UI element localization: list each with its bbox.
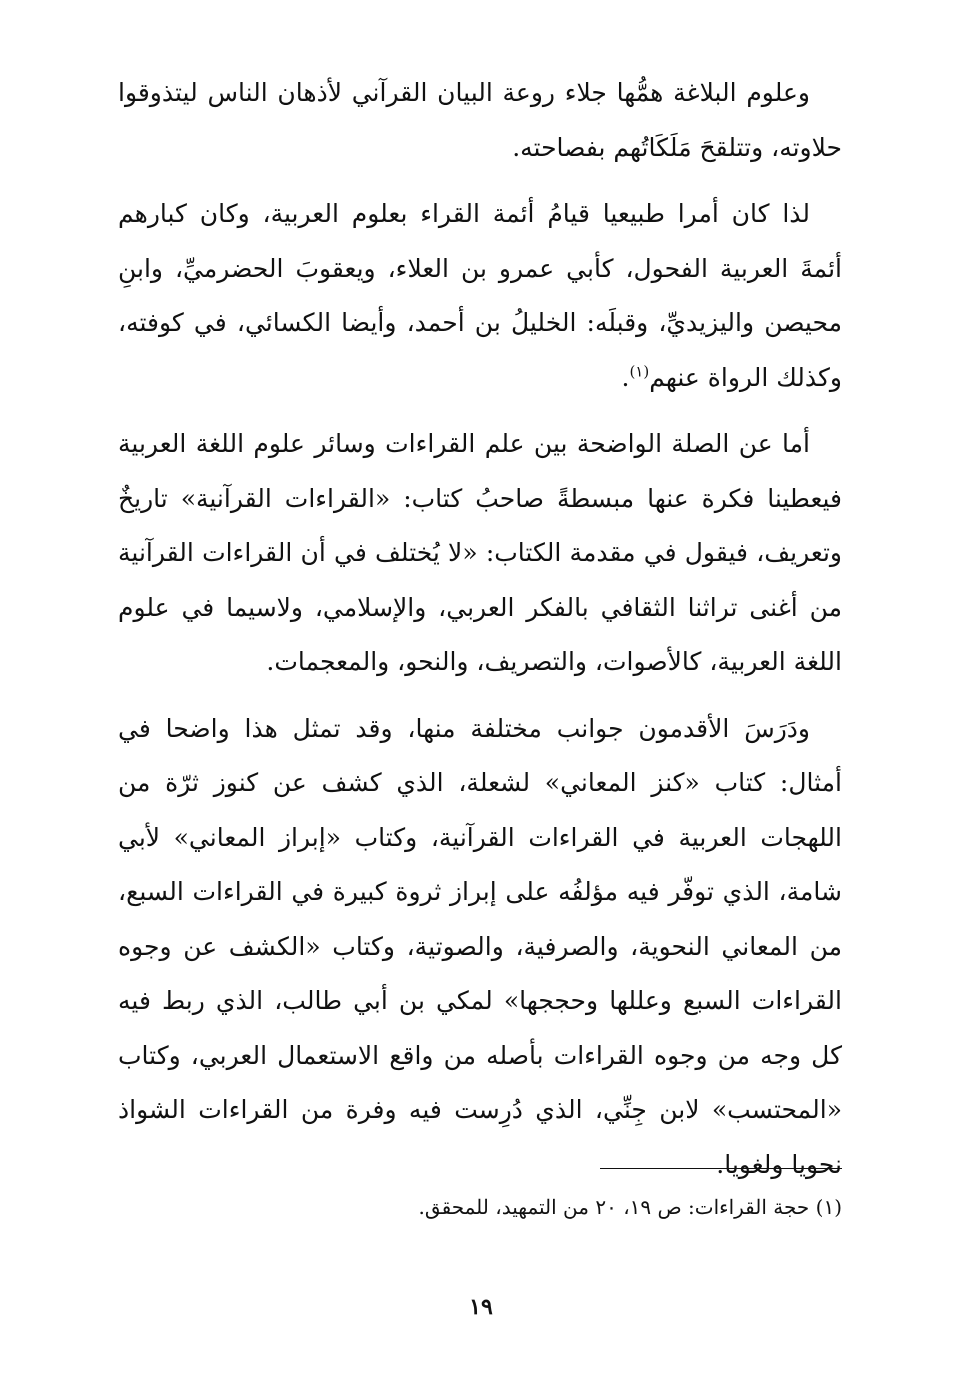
paragraph-2-text: لذا كان أمرا طبيعيا قيامُ أئمة القراء بعلوم العربية، وكان كبارهم أئمةَ العربية الفحول، كأبي عمرو بن العلاء، ويعقوبَ الحضرميِّ، وابنِ محيصن واليزيديِّ، وقبلَه: الخليلُ بن أحمد، وأيضا الكسائي، في كوفته، وكذلك الرواة عنهم bbox=[118, 199, 842, 392]
footnote bbox=[118, 1190, 842, 1224]
paragraph-2 bbox=[118, 187, 842, 405]
page-number: ١٩ bbox=[469, 1294, 493, 1320]
paragraph-1-text: وعلوم البلاغة همُّها جلاء روعة البيان القرآني لأذهان الناس ليتذوقوا حلاوته، وتتلقحَ مَلَكَاتُهم بفصاحته. bbox=[118, 78, 842, 162]
paragraph-2-end: . bbox=[621, 362, 630, 392]
paragraph-4 bbox=[118, 702, 842, 1193]
footnote-divider bbox=[600, 1168, 842, 1169]
paragraph-4-text: ودَرَسَ الأقدمون جوانب مختلفة منها، وقد تمثل هذا واضحا في أمثال: كتاب «كنز المعاني» لشعلة، الذي كشف عن كنوز ثرّة من اللهجات العربية في القراءات القرآنية، وكتاب «إبراز المعاني» لأبي شامة، الذي توفّر فيه مؤلفُه على إبراز ثروة كبيرة في القراءات السبع، من المعاني النحوية، والصرفية، والصوتية، وكتاب «الكشف عن وجوه القراءات السبع وعللها وحججها» لمكي بن أبي طالب، الذي ربط فيه كل وجه من وجوه القراءات بأصله من واقع الاستعمال العربي، وكتاب «المحتسب» لابن جِنِّي، الذي دُرِست فيه وفرة من القراءات الشواذ نحويا ولغويا. bbox=[118, 713, 842, 1179]
paragraph-1 bbox=[118, 66, 842, 175]
paragraph-3 bbox=[118, 417, 842, 690]
footnote-reference: (١) bbox=[629, 362, 650, 381]
paragraph-3-text: أما عن الصلة الواضحة بين علم القراءات وسائر علوم اللغة العربية فيعطينا فكرة عنها مبسطةً صاحبُ كتاب: «القراءات القرآنية» تاريخٌ وتعريف، فيقول في مقدمة الكتاب: «لا يُختلف في أن القراءات القرآنية من أغنى تراثنا الثقافي بالفكر العربي، والإسلامي، ولاسيما في علوم اللغة العربية، كالأصوات، والتصريف، والنحو، والمعجمات. bbox=[118, 429, 842, 676]
footnote-text: (١) حجة القراءات: ص ١٩، ٢٠ من التمهيد، للمحقق. bbox=[418, 1195, 842, 1219]
main-text bbox=[118, 66, 842, 1204]
